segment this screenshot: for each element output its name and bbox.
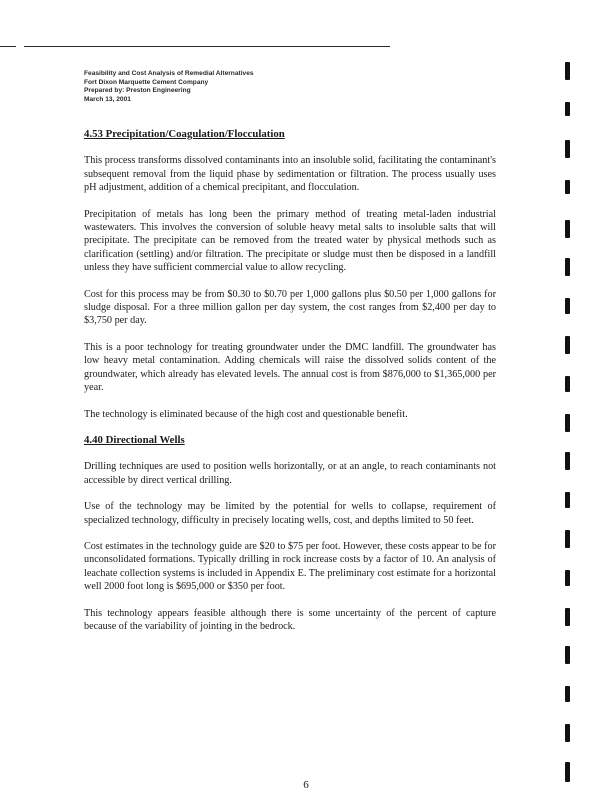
document-header [84, 70, 254, 104]
scan-edge-mark [565, 62, 570, 80]
scan-edge-mark [565, 530, 570, 548]
paragraph: Use of the technology may be limited by the potential for wells to collapse, requirement of specialized technology, difficulty in precisely locating wells, cost, and depths limited to 50 feet. [84, 501, 496, 526]
header-line: Feasibility and Cost Analysis of Remedial Alternatives [84, 70, 254, 77]
paragraph: Cost for this process may be from $0.30 to $0.70 per 1,000 gallons plus $0.50 per 1,000 gallons for sludge disposal. For a three million gallon per day system, the cost ranges from $2,400 per day to $3,750 per day. [84, 288, 496, 327]
scan-edge-mark [565, 414, 570, 432]
paragraph: Drilling techniques are used to position wells horizontally, or at an angle, to reach contaminants not accessible by direct vertical drilling. [84, 461, 496, 486]
paragraph: This is a poor technology for treating groundwater under the DMC landfill. The groundwater has low heavy metal contamination. Adding chemicals will raise the dissolved solids content of the groundwater, which already has elevated levels. The annual cost is from $876,000 to $1,365,000 per year. [84, 341, 496, 394]
scan-edge-mark [565, 608, 570, 626]
scan-edge-mark [565, 724, 570, 742]
scan-edge-mark [565, 220, 570, 238]
section-heading: 4.40 Directional Wells [84, 433, 185, 446]
scan-edge-mark [565, 258, 570, 276]
header-line: Fort Dixon Marquette Cement Company [84, 78, 209, 86]
paragraph: This process transforms dissolved contaminants into an insoluble solid, facilitating the contaminant's subsequent removal from the liquid phase by sedimentation or filtration. The process usually uses pH adjustment, addition of a chemical precipitant, and flocculation. [84, 155, 496, 194]
scan-edge-mark [565, 646, 570, 664]
scan-edge-mark [565, 452, 570, 470]
paragraph: Precipitation of metals has long been the primary method of treating metal-laden industrial wastewaters. This involves the conversion of soluble heavy metal salts to insoluble salts that will precipitate. The precipitate can be removed from the treated water by physical methods such as clarification (settling) and/or filtration. The precipitate or sludge must then be disposed in a landfill unless they have sufficient commercial value to allow recycling. [84, 208, 496, 274]
scan-edge-mark [565, 102, 570, 116]
scan-edge-mark [565, 570, 570, 586]
top-rule-left [0, 46, 16, 47]
scan-edge-mark [565, 180, 570, 194]
header-line: March 13, 2001 [84, 95, 131, 103]
paragraph: The technology is eliminated because of the high cost and questionable benefit. [84, 408, 408, 420]
scan-edge-mark [565, 376, 570, 392]
scan-edge-mark [565, 336, 570, 354]
section-heading: 4.53 Precipitation/Coagulation/Flocculation [84, 128, 285, 140]
paragraph: Cost estimates in the technology guide are $20 to $75 per foot. However, these costs appear to be for unconsolidated formations. Typically drilling in rock increase costs by a factor of 10. An analysis of leachate collection systems is included in Appendix E. The preliminary cost estimate for a horizontal well 2000 foot long is $695,000 or $350 per foot. [84, 540, 496, 593]
page-body [84, 128, 496, 646]
scan-edge-mark [565, 298, 570, 314]
page-number: 6 [303, 779, 309, 791]
scan-edge-mark [565, 140, 570, 158]
header-line: Prepared by: Preston Engineering [84, 87, 191, 94]
scan-edge-mark [565, 686, 570, 702]
paragraph: This technology appears feasible although there is some uncertainty of the percent of capture because of the variability of jointing in the bedrock. [84, 607, 496, 632]
scan-edge-mark [565, 492, 570, 508]
top-rule-main [24, 46, 390, 47]
